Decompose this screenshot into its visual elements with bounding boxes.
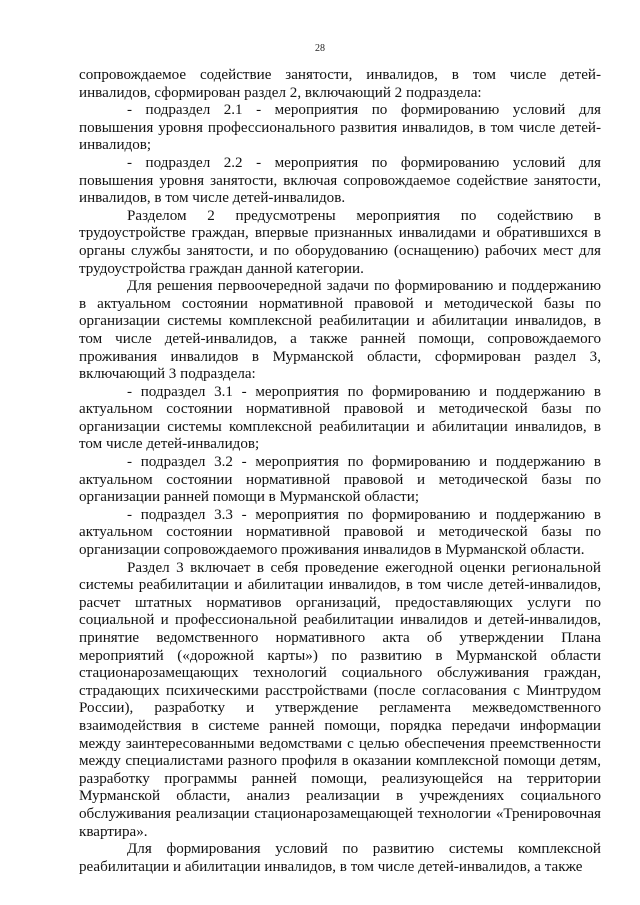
- paragraph-continuation: сопровождаемое содействие занятости, инвалидов, в том числе детей-инвалидов, сформирован раздел 2, включающий 2 подраздела:: [79, 67, 601, 101]
- paragraph-subsection-2-2: - подраздел 2.2 - мероприятия по формированию условий для повышения уровня занятости, включая сопровождаемое содействие занятости, инвалидов, в том числе детей-инвалидов.: [79, 154, 601, 207]
- paragraph-subsection-3-1: - подраздел 3.1 - мероприятия по формированию и поддержанию в актуальном состоянии нормативной правовой и методической базы по организации системы комплексной реабилитации и абилитации инвалидов, в том числе детей-инвалидов;: [79, 383, 601, 453]
- paragraph-subsection-3-2: - подраздел 3.2 - мероприятия по формированию и поддержанию в актуальном состоянии нормативной правовой и методической базы по организации ранней помощи в Мурманской области;: [79, 454, 601, 506]
- page-number: 28: [315, 43, 325, 54]
- paragraph-subsection-3-3: - подраздел 3.3 - мероприятия по формированию и поддержанию в актуальном состоянии нормативной правовой и методической базы по организации сопровождаемого проживания инвалидов в Мурманской области.: [79, 506, 601, 559]
- paragraph-conditions-intro: Для формирования условий по развитию системы комплексной реабилитации и абилитации инвалидов, в том числе детей-инвалидов, а также: [79, 841, 601, 875]
- paragraph-section-2-measures: Разделом 2 предусмотрены мероприятия по содействию в трудоустройстве граждан, впервые признанных инвалидами и обратившихся в органы службы занятости, и по оборудованию (оснащению) рабочих мест для трудоустройства граждан данной категории.: [79, 207, 601, 277]
- document-body: [79, 67, 601, 876]
- paragraph-section-3-contents: Раздел 3 включает в себя проведение ежегодной оценки региональной системы реабилитации и абилитации инвалидов, в том числе детей-инвалидов, расчет штатных нормативов организаций, предоставляющих услуги по социальной и профессиональной реабилитации инвалидов и детей-инвалидов, принятие ведомственного нормативного акта об утверждении Плана мероприятий («дорожной карты») по развитию в Мурманской области стационарозамещающих технологий социального обслуживания граждан, страдающих психическими расстройствами (после согласования с Минтрудом России), разработку и утверждение регламента межведомственного взаимодействия в системе ранней помощи, порядка передачи информации между заинтересованными ведомствами с целью обеспечения преемственности между специалистами разного профиля в оказании комплексной помощи детям, разработку программы ранней помощи, реализующейся на территории Мурманской области, анализ реализации в учреждениях социального обслуживания реализации стационарозамещающей технологии «Тренировочная квартира».: [79, 559, 601, 840]
- paragraph-subsection-2-1: - подраздел 2.1 - мероприятия по формированию условий для повышения уровня профессионального развития инвалидов, в том числе детей-инвалидов;: [79, 102, 601, 154]
- paragraph-section-3-intro: Для решения первоочередной задачи по формированию и поддержанию в актуальном состоянии нормативной правовой и методической базы по организации системы комплексной реабилитации и абилитации инвалидов, в том числе детей-инвалидов, а также ранней помощи, сопровождаемого проживания инвалидов в Мурманской области, сформирован раздел 3, включающий 3 подраздела:: [79, 278, 601, 383]
